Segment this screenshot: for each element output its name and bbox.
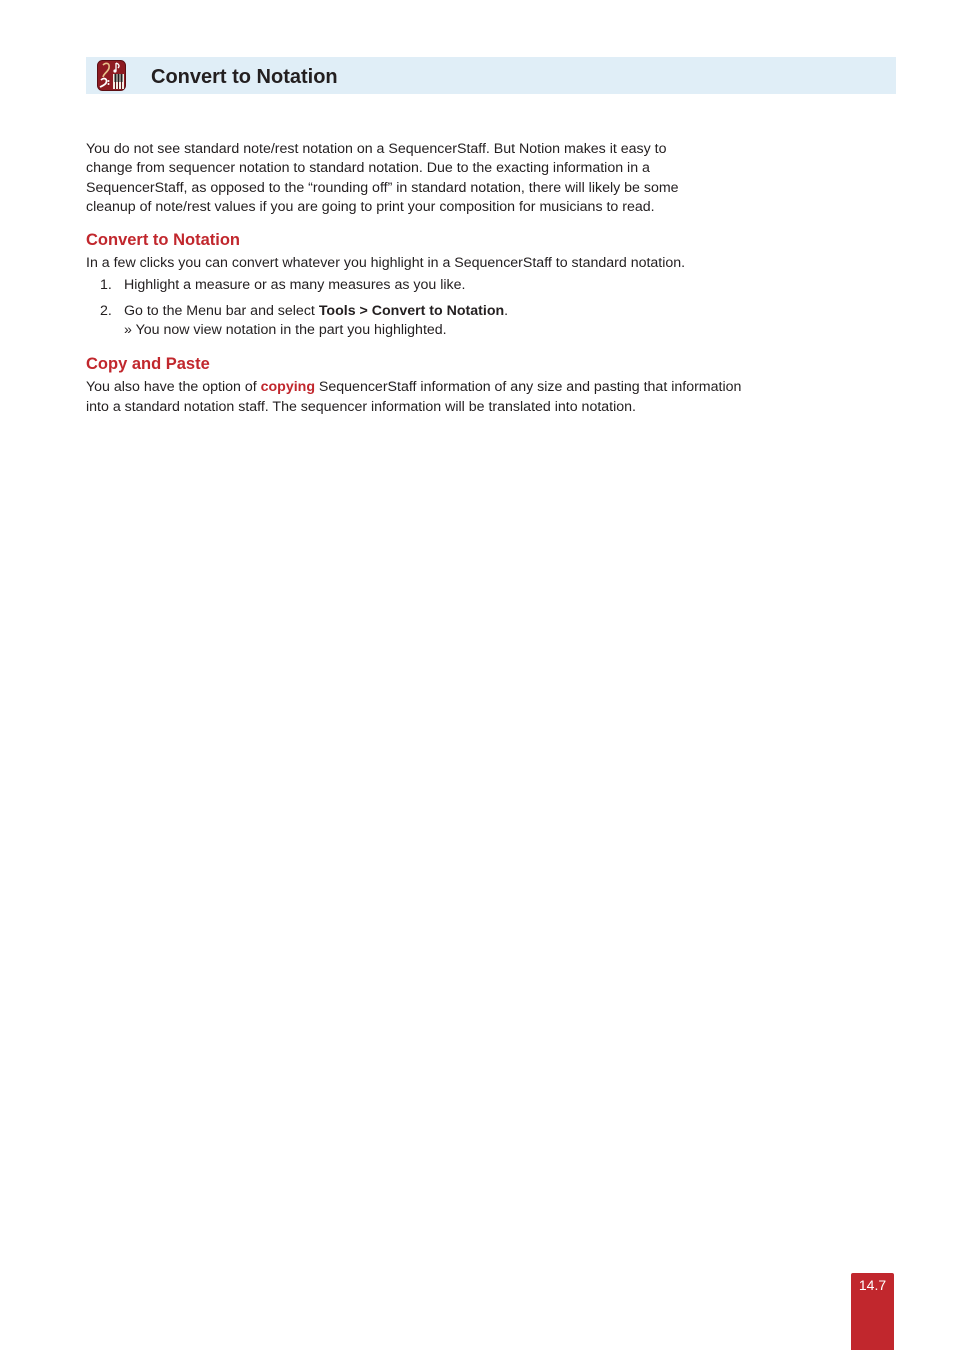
page-content — [86, 140, 796, 417]
copy-text: SequencerStaff information of any size and pasting that information — [314, 379, 742, 396]
list-item — [86, 276, 796, 295]
section-title-bar — [86, 57, 896, 94]
page-title: Convert to Notation — [151, 66, 338, 88]
intro-paragraph — [86, 140, 726, 217]
copy-text: You also have the option of — [86, 379, 261, 396]
intro-line: You do not see standard note/rest notation on a SequencerStaff. But Notion makes it easy to — [86, 141, 667, 157]
convert-intro-text: In a few clicks you can convert whatever you highlight in a SequencerStaff to standard notation. — [86, 255, 686, 272]
step-number: 1. — [100, 277, 112, 294]
copying-link[interactable]: copying — [260, 379, 315, 396]
page-number-tab — [851, 1273, 894, 1350]
intro-line: SequencerStaff, as opposed to the “rounding off” in standard notation, there will likely be some — [86, 179, 679, 196]
step-result: » You now view notation in the part you highlighted. — [124, 322, 447, 339]
step-text-end: . — [504, 302, 509, 319]
step-number: 2. — [100, 302, 112, 319]
page-number: 14.7 — [858, 1277, 887, 1293]
list-item — [86, 302, 796, 341]
notion-app-icon — [97, 60, 126, 91]
step-text: Highlight a measure or as many measures as you like. — [124, 277, 466, 294]
menu-path: Tools > Convert to Notation — [318, 302, 505, 319]
copy-and-paste-heading: Copy and Paste — [86, 355, 210, 374]
intro-line: cleanup of note/rest values if you are going to print your composition for musicians to read. — [86, 198, 655, 215]
convert-to-notation-heading: Convert to Notation — [86, 231, 240, 250]
copy-text: into a standard notation staff. The sequencer information will be translated into notation. — [86, 398, 636, 415]
steps-list — [86, 276, 796, 340]
step-text: Go to the Menu bar and select — [124, 302, 319, 319]
copy-paragraph — [86, 378, 796, 417]
intro-line: change from sequencer notation to standard notation. Due to the exacting information in a — [86, 160, 650, 177]
